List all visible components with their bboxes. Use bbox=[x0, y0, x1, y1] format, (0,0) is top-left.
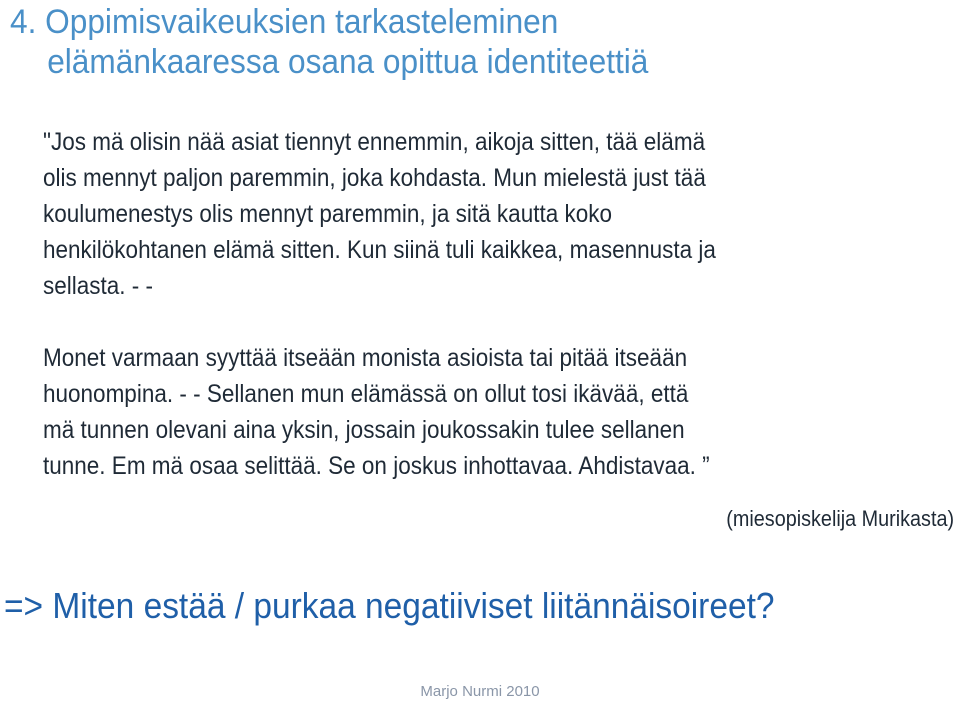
quote-block bbox=[43, 124, 889, 484]
quote-line: mä tunnen olevani aina yksin, jossain joukossakin tulee sellanen bbox=[43, 416, 685, 444]
key-question: => Miten estää / purkaa negatiiviset liitännäisoireet? bbox=[4, 585, 775, 626]
slide-title bbox=[10, 2, 847, 82]
slide-footer: Marjo Nurmi 2010 bbox=[420, 683, 540, 700]
title-line-2: elämänkaaressa osana opittua identiteettiä bbox=[47, 43, 649, 81]
quote-attribution: (miesopiskelija Murikasta) bbox=[726, 506, 954, 531]
quote-line: koulumenestys olis mennyt paremmin, ja sitä kautta koko bbox=[43, 200, 613, 228]
quote-line: henkilökohtanen elämä sitten. Kun siinä tuli kaikkea, masennusta ja bbox=[43, 236, 716, 264]
quote-line: sellasta. - - bbox=[43, 272, 154, 300]
paragraph-gap bbox=[43, 304, 889, 340]
quote-line: Monet varmaan syyttää itseään monista asioista tai pitää itseään bbox=[43, 344, 688, 372]
quote-line: tunne. Em mä osaa selittää. Se on joskus inhottavaa. Ahdistavaa. ” bbox=[43, 452, 710, 480]
quote-line: olis mennyt paljon paremmin, joka kohdasta. Mun mielestä just tää bbox=[43, 164, 706, 192]
title-line-1: 4. Oppimisvaikeuksien tarkasteleminen bbox=[10, 3, 559, 41]
quote-line: "Jos mä olisin nää asiat tiennyt ennemmin, aikoja sitten, tää elämä bbox=[43, 128, 706, 156]
quote-line: huonompina. - - Sellanen mun elämässä on ollut tosi ikävää, että bbox=[43, 380, 689, 408]
